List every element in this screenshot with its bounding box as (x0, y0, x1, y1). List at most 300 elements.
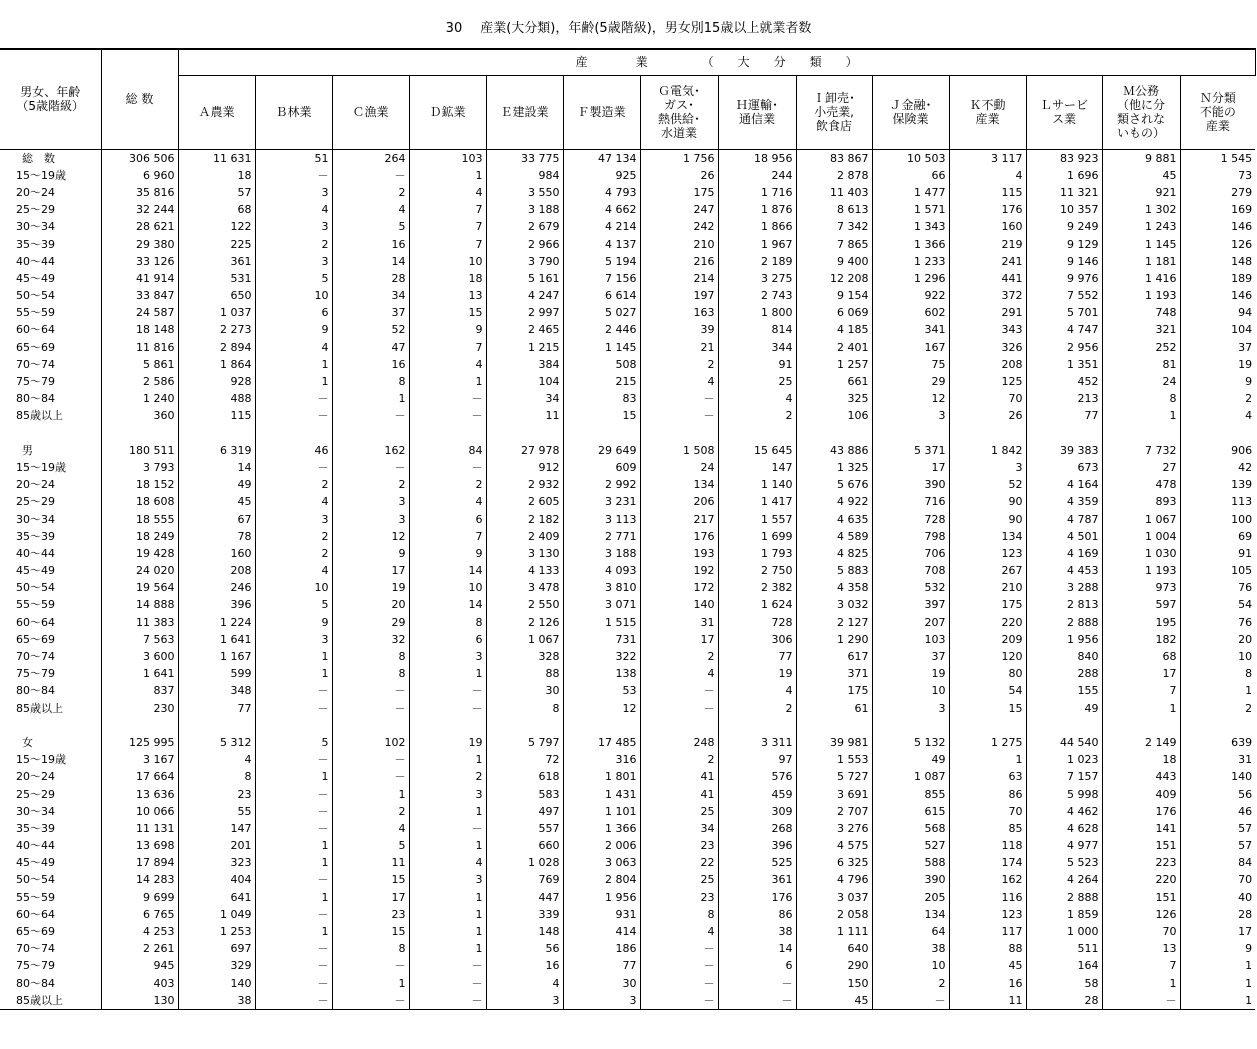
data-cell: 12 (563, 700, 640, 717)
data-cell: 1 (409, 906, 486, 923)
data-cell: 4 453 (1026, 562, 1102, 579)
data-cell: 4 796 (796, 871, 872, 888)
data-cell: 2 (332, 184, 409, 201)
data-cell: 2 (255, 528, 332, 545)
data-cell: 28 (1180, 906, 1255, 923)
section-spacer (0, 425, 1255, 442)
data-cell: 10 066 (101, 803, 178, 820)
data-cell: 1 (255, 837, 332, 854)
data-cell: 17 (332, 562, 409, 579)
data-cell: 8 (332, 940, 409, 957)
data-cell: 176 (949, 201, 1026, 218)
data-cell: 11 631 (178, 149, 255, 167)
data-cell: 1 067 (486, 631, 563, 648)
data-cell: 576 (718, 768, 796, 785)
data-cell: － (255, 957, 332, 974)
data-cell: 134 (949, 528, 1026, 545)
table-row (0, 975, 1255, 992)
industry-header: Ｍ公務 （他に分 類されな いもの） (1102, 75, 1180, 149)
data-cell: 56 (486, 940, 563, 957)
table-row (0, 579, 1255, 596)
data-cell: 147 (718, 459, 796, 476)
row-label: 80～84 (16, 684, 55, 698)
table-row (0, 923, 1255, 940)
data-cell: 344 (718, 339, 796, 356)
data-cell: 7 (409, 339, 486, 356)
data-cell: － (409, 459, 486, 476)
data-cell: 19 (409, 734, 486, 751)
data-cell: 912 (486, 459, 563, 476)
data-cell: 4 747 (1026, 321, 1102, 338)
data-cell: 9 154 (796, 287, 872, 304)
data-cell: 7 157 (1026, 768, 1102, 785)
spacer-cell (640, 717, 718, 734)
data-cell: 4 (255, 339, 332, 356)
data-cell: 3 167 (101, 751, 178, 768)
data-cell: 2 189 (718, 253, 796, 270)
table-row (0, 820, 1255, 837)
data-cell: － (409, 957, 486, 974)
data-cell: 35 816 (101, 184, 178, 201)
data-cell: 2 894 (178, 339, 255, 356)
data-cell: 38 (178, 992, 255, 1010)
data-cell: 1 366 (563, 820, 640, 837)
data-cell: 4 169 (1026, 545, 1102, 562)
industry-header: Ｈ運輸･ 通信業 (718, 75, 796, 149)
data-cell: 10 (872, 957, 949, 974)
data-cell: 176 (640, 528, 718, 545)
spacer-cell (409, 425, 486, 442)
data-cell: 1 (1180, 682, 1255, 699)
data-cell: － (255, 906, 332, 923)
data-cell: 115 (949, 184, 1026, 201)
table-row (0, 906, 1255, 923)
row-label: 25～29 (16, 495, 55, 509)
data-cell: 1 351 (1026, 356, 1102, 373)
data-cell: 452 (1026, 373, 1102, 390)
data-cell: － (332, 407, 409, 424)
data-cell: 247 (640, 201, 718, 218)
data-cell: 49 (872, 751, 949, 768)
data-cell: 4 (949, 167, 1026, 184)
spacer-cell (1102, 425, 1180, 442)
data-cell: 46 (1180, 803, 1255, 820)
data-cell: 2 401 (796, 339, 872, 356)
data-cell: 103 (409, 149, 486, 167)
data-cell: 7 (409, 201, 486, 218)
data-cell: 6 (718, 957, 796, 974)
data-cell: 1 257 (796, 356, 872, 373)
data-cell: 5 161 (486, 270, 563, 287)
data-cell: 2 (718, 407, 796, 424)
data-cell: 11 (332, 854, 409, 871)
data-cell: 4 (409, 493, 486, 510)
data-cell: 2 743 (718, 287, 796, 304)
data-cell: 22 (640, 854, 718, 871)
data-cell: 6 614 (563, 287, 640, 304)
data-cell: 1 (332, 975, 409, 992)
data-cell: 321 (1102, 321, 1180, 338)
data-cell: － (640, 407, 718, 424)
industry-header: Ｂ林業 (255, 75, 332, 149)
data-cell: 53 (563, 682, 640, 699)
row-label: 15～19歳 (16, 168, 66, 182)
data-cell: 12 (332, 528, 409, 545)
data-cell: 24 020 (101, 562, 178, 579)
data-cell: 1 545 (1180, 149, 1255, 167)
data-cell: 348 (178, 682, 255, 699)
data-cell: 4 253 (101, 923, 178, 940)
data-cell: 3 117 (949, 149, 1026, 167)
data-cell: 328 (486, 648, 563, 665)
spacer-cell (101, 425, 178, 442)
data-cell: 55 (178, 803, 255, 820)
industry-header: Ｎ分類 不能の 産業 (1180, 75, 1255, 149)
table-number: 30 (445, 21, 463, 36)
data-cell: 209 (949, 631, 1026, 648)
data-cell: 2 550 (486, 596, 563, 613)
spacer-cell (718, 717, 796, 734)
data-cell: 1 (255, 768, 332, 785)
row-label: 45～49 (16, 564, 55, 578)
data-cell: 189 (1180, 270, 1255, 287)
data-cell: 3 478 (486, 579, 563, 596)
data-cell: 4 214 (563, 218, 640, 235)
data-cell: 2 707 (796, 803, 872, 820)
data-cell: 583 (486, 785, 563, 802)
spacer-cell (1026, 425, 1102, 442)
data-cell: 15 (949, 700, 1026, 717)
data-cell: 37 (1180, 339, 1255, 356)
data-cell: 75 (872, 356, 949, 373)
data-cell: 4 787 (1026, 510, 1102, 527)
data-cell: － (332, 992, 409, 1010)
data-cell: 15 (332, 923, 409, 940)
data-cell: 3 276 (796, 820, 872, 837)
data-cell: 1 641 (101, 665, 178, 682)
data-cell: 1 (409, 373, 486, 390)
data-cell: 91 (718, 356, 796, 373)
data-cell: 3 (332, 493, 409, 510)
table-row (0, 304, 1255, 321)
data-cell: 17 894 (101, 854, 178, 871)
data-cell: 497 (486, 803, 563, 820)
data-cell: 2 992 (563, 476, 640, 493)
data-cell: 599 (178, 665, 255, 682)
data-cell: 527 (872, 837, 949, 854)
row-label: 35～39 (16, 237, 55, 251)
row-label: 40～44 (16, 839, 55, 853)
data-cell: 26 (949, 407, 1026, 424)
data-cell: 2 (255, 476, 332, 493)
data-cell: － (409, 975, 486, 992)
data-cell: 2 888 (1026, 614, 1102, 631)
table-row (0, 407, 1255, 424)
data-cell: 1 417 (718, 493, 796, 510)
data-cell: 650 (178, 287, 255, 304)
data-cell: － (332, 682, 409, 699)
data-cell: 798 (872, 528, 949, 545)
data-cell: 18 249 (101, 528, 178, 545)
data-cell: 2 126 (486, 614, 563, 631)
data-cell: 34 (640, 820, 718, 837)
data-cell: 125 995 (101, 734, 178, 751)
data-cell: 18 (178, 167, 255, 184)
table-row (0, 253, 1255, 270)
data-cell: 1 366 (872, 235, 949, 252)
data-cell: 172 (640, 579, 718, 596)
data-cell: 1 793 (718, 545, 796, 562)
data-cell: 163 (640, 304, 718, 321)
data-cell: 42 (1180, 459, 1255, 476)
data-cell: 1 515 (563, 614, 640, 631)
data-cell: 1 956 (1026, 631, 1102, 648)
data-cell: 2 (255, 545, 332, 562)
data-cell: 837 (101, 682, 178, 699)
spacer-cell (563, 717, 640, 734)
data-cell: 326 (949, 339, 1026, 356)
data-cell: 1 (255, 665, 332, 682)
spacer-cell (949, 717, 1026, 734)
data-cell: 17 (640, 631, 718, 648)
data-cell: 1 028 (486, 854, 563, 871)
data-cell: 1 087 (872, 768, 949, 785)
data-cell: 77 (1026, 407, 1102, 424)
data-cell: 1 181 (1102, 253, 1180, 270)
data-cell: 5 027 (563, 304, 640, 321)
data-cell: 83 923 (1026, 149, 1102, 167)
data-cell: 210 (640, 235, 718, 252)
data-cell: 193 (640, 545, 718, 562)
data-cell: 6 765 (101, 906, 178, 923)
data-cell: 4 501 (1026, 528, 1102, 545)
data-cell: 640 (796, 940, 872, 957)
data-cell: 4 977 (1026, 837, 1102, 854)
data-cell: 13 636 (101, 785, 178, 802)
data-cell: 840 (1026, 648, 1102, 665)
data-cell: 148 (1180, 253, 1255, 270)
data-cell: 8 (1180, 665, 1255, 682)
data-cell: 31 (640, 614, 718, 631)
data-cell: 205 (872, 889, 949, 906)
data-cell: 9 (409, 545, 486, 562)
data-cell: 72 (486, 751, 563, 768)
data-cell: 1 557 (718, 510, 796, 527)
data-cell: 1 193 (1102, 287, 1180, 304)
data-cell: 45 (949, 957, 1026, 974)
data-cell: 4 (1180, 407, 1255, 424)
data-cell: 208 (949, 356, 1026, 373)
data-cell: 9 (255, 614, 332, 631)
data-cell: 2 (640, 356, 718, 373)
spacer-cell (101, 717, 178, 734)
data-cell: 2 605 (486, 493, 563, 510)
data-cell: 2 273 (178, 321, 255, 338)
section-spacer (0, 717, 1255, 734)
data-cell: 90 (949, 510, 1026, 527)
data-cell: 86 (718, 906, 796, 923)
spacer-cell (796, 717, 872, 734)
data-cell: 11 131 (101, 820, 178, 837)
row-label: 20～24 (16, 770, 55, 784)
data-cell: 28 621 (101, 218, 178, 235)
data-cell: 14 (332, 253, 409, 270)
data-cell: 81 (1102, 356, 1180, 373)
data-cell: 27 978 (486, 442, 563, 459)
data-cell: 3 (486, 992, 563, 1010)
data-cell: 748 (1102, 304, 1180, 321)
spacer-cell (332, 717, 409, 734)
data-cell: 138 (563, 665, 640, 682)
data-cell: 4 (178, 751, 255, 768)
data-cell: － (640, 992, 718, 1010)
data-cell: 16 (486, 957, 563, 974)
table-row (0, 270, 1255, 287)
data-cell: 1 (1102, 700, 1180, 717)
data-cell: 2 (1180, 700, 1255, 717)
data-cell: 1 (1102, 407, 1180, 424)
data-cell: － (718, 975, 796, 992)
spacer-cell (563, 425, 640, 442)
data-cell: 169 (1180, 201, 1255, 218)
data-cell: 41 (640, 768, 718, 785)
data-cell: 855 (872, 785, 949, 802)
data-cell: 16 (332, 356, 409, 373)
data-cell: － (255, 940, 332, 957)
data-cell: 225 (178, 235, 255, 252)
industry-group-header: 産 業 （ 大 分 類 ） (178, 49, 1255, 75)
data-cell: 1 477 (872, 184, 949, 201)
row-label: 60～64 (16, 323, 55, 337)
row-label: 55～59 (16, 890, 55, 904)
section-total-row (0, 442, 1255, 459)
data-cell: 409 (1102, 785, 1180, 802)
data-cell: 4 (255, 493, 332, 510)
row-label: 男 (22, 443, 33, 457)
data-cell: 396 (718, 837, 796, 854)
data-cell: 341 (872, 321, 949, 338)
data-cell: 32 244 (101, 201, 178, 218)
data-cell: 23 (640, 889, 718, 906)
data-cell: 4 247 (486, 287, 563, 304)
data-cell: 24 (1102, 373, 1180, 390)
data-cell: 206 (640, 493, 718, 510)
spacer-cell (332, 425, 409, 442)
data-cell: 443 (1102, 768, 1180, 785)
data-cell: 15 645 (718, 442, 796, 459)
data-cell: 4 093 (563, 562, 640, 579)
table-row (0, 373, 1255, 390)
data-cell: － (255, 167, 332, 184)
section-total-row (0, 149, 1255, 167)
data-cell: 1 553 (796, 751, 872, 768)
data-cell: － (255, 700, 332, 717)
data-cell: 25 (640, 871, 718, 888)
data-cell: 33 775 (486, 149, 563, 167)
data-cell: 1 275 (949, 734, 1026, 751)
data-cell: 1 (409, 940, 486, 957)
total-header: 総 数 (101, 49, 178, 149)
data-cell: 7 156 (563, 270, 640, 287)
data-cell: 47 134 (563, 149, 640, 167)
table-row (0, 184, 1255, 201)
data-cell: 9 699 (101, 889, 178, 906)
data-cell: 814 (718, 321, 796, 338)
table-row (0, 648, 1255, 665)
data-cell: 8 (1102, 390, 1180, 407)
data-cell: 3 550 (486, 184, 563, 201)
data-cell: 7 563 (101, 631, 178, 648)
data-cell: 24 (640, 459, 718, 476)
data-cell: － (332, 751, 409, 768)
data-cell: 4 (486, 975, 563, 992)
data-cell: 103 (872, 631, 949, 648)
row-label: 30～34 (16, 512, 55, 526)
table-row (0, 785, 1255, 802)
table-row (0, 459, 1255, 476)
table-row (0, 803, 1255, 820)
data-cell: 1 956 (563, 889, 640, 906)
data-cell: 30 (563, 975, 640, 992)
data-cell: 706 (872, 545, 949, 562)
data-cell: 1 193 (1102, 562, 1180, 579)
data-cell: 1 224 (178, 614, 255, 631)
industry-header: Ａ農業 (178, 75, 255, 149)
data-cell: 931 (563, 906, 640, 923)
data-cell: 4 462 (1026, 803, 1102, 820)
data-cell: 268 (718, 820, 796, 837)
data-cell: 1 (1180, 957, 1255, 974)
data-cell: 19 564 (101, 579, 178, 596)
data-cell: 4 825 (796, 545, 872, 562)
data-cell: 3 231 (563, 493, 640, 510)
data-cell: 130 (101, 992, 178, 1010)
data-cell: 23 (640, 837, 718, 854)
data-cell: 1 (1102, 975, 1180, 992)
data-cell: 525 (718, 854, 796, 871)
data-cell: 4 (640, 923, 718, 940)
data-cell: 2 446 (563, 321, 640, 338)
data-cell: 100 (1180, 510, 1255, 527)
data-cell: 220 (1102, 871, 1180, 888)
data-cell: 44 540 (1026, 734, 1102, 751)
table-row (0, 700, 1255, 717)
data-cell: 5 797 (486, 734, 563, 751)
data-cell: 9 146 (1026, 253, 1102, 270)
data-cell: 323 (178, 854, 255, 871)
data-cell: 2 (332, 803, 409, 820)
data-cell: 6 069 (796, 304, 872, 321)
row-label: 25～29 (16, 787, 55, 801)
industry-header: Ｉ卸売･ 小売業, 飲食店 (796, 75, 872, 149)
data-cell: 70 (949, 803, 1026, 820)
data-cell: 8 (486, 700, 563, 717)
data-cell: 4 662 (563, 201, 640, 218)
data-cell: 29 649 (563, 442, 640, 459)
data-cell: 69 (1180, 528, 1255, 545)
data-cell: 29 (332, 614, 409, 631)
data-cell: 639 (1180, 734, 1255, 751)
data-cell: 19 (872, 665, 949, 682)
data-cell: 2 006 (563, 837, 640, 854)
table-row (0, 631, 1255, 648)
data-cell: 660 (486, 837, 563, 854)
data-cell: 1 (409, 889, 486, 906)
row-label: 女 (22, 735, 33, 749)
row-label: 65～69 (16, 632, 55, 646)
data-cell: 41 914 (101, 270, 178, 287)
data-cell: 18 148 (101, 321, 178, 338)
